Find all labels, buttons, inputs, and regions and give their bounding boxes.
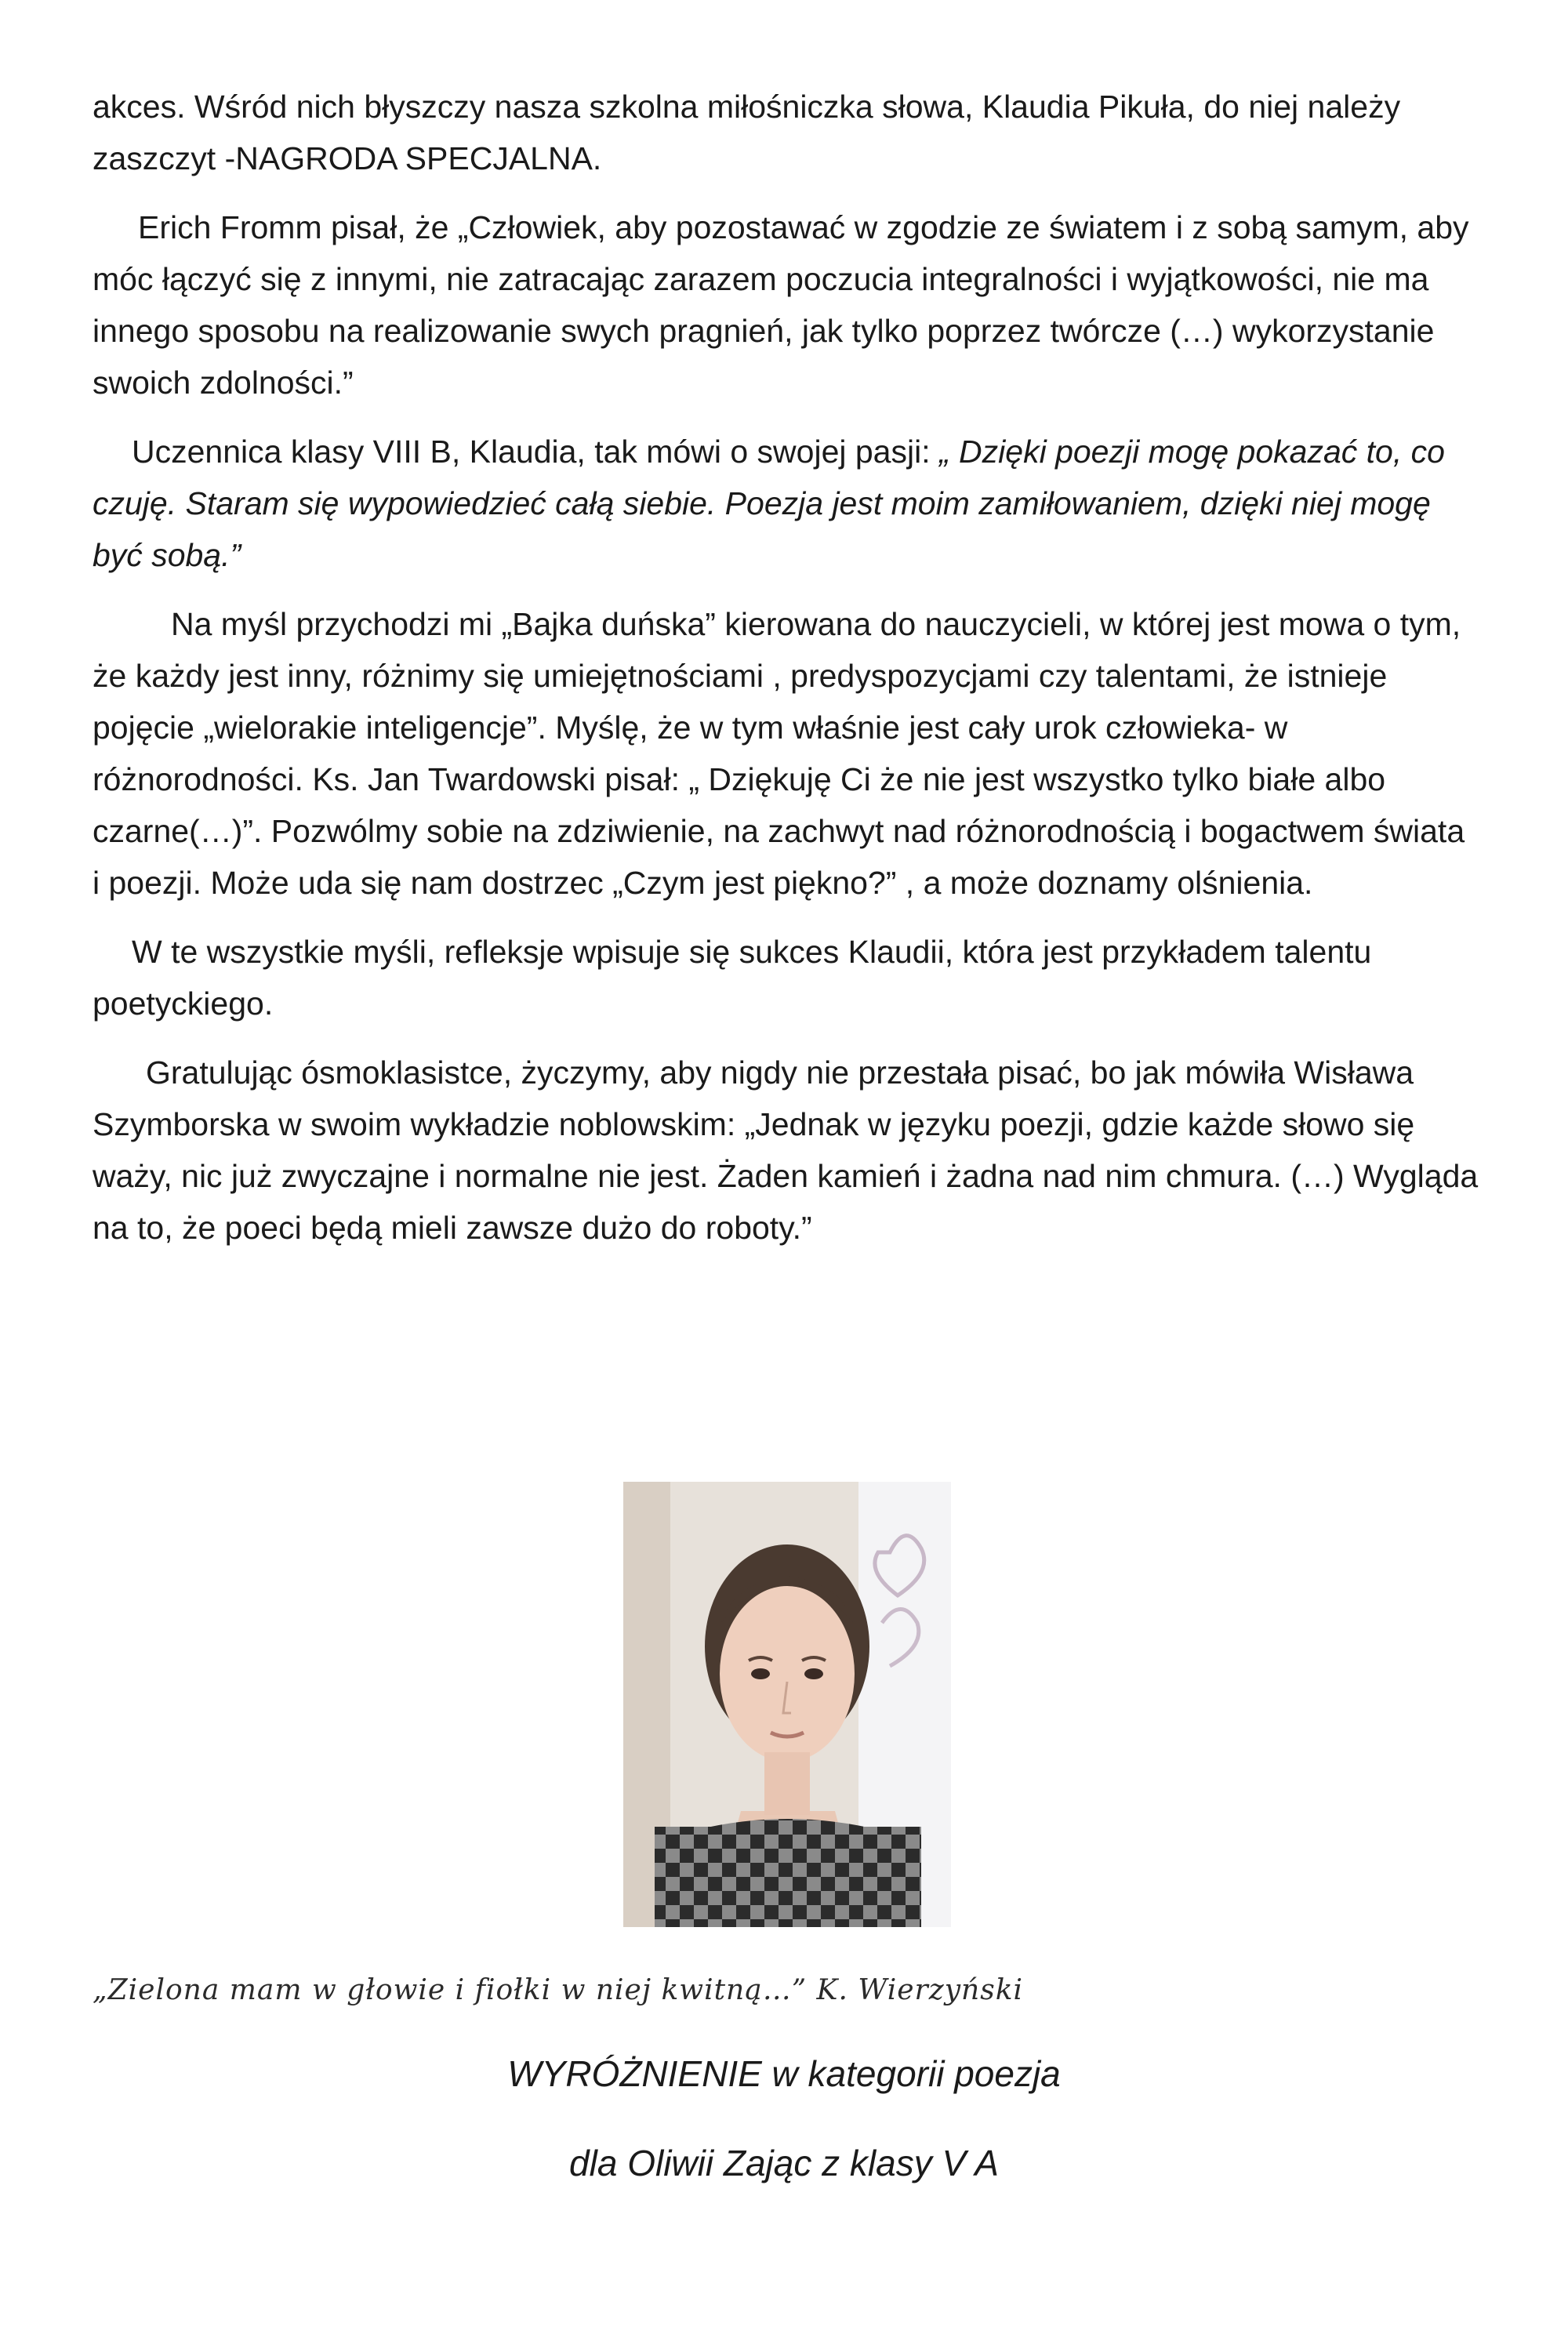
passion-quote-text: „ Dzięki poezji mogę pokazać to, co czuję. Staram się wypowiedzieć całą siebie. Poezja jest moim zamiłowaniem, dzięki niej mogę być sobą.” xyxy=(93,434,1445,573)
paragraph-congratulations: Gratulując ósmoklasistce, życzymy, aby nigdy nie przestała pisać, bo jak mówiła Wisława Szymborska w swoim wykładzie noblowskim: „Jednak w języku poezji, gdzie każde słowo się waży, nic już zwyczajne i normalne nie jest. Żaden kamień i żadna nad nim chmura. (…) Wygląda na to, że poeci będą mieli zawsze dużo do roboty.” xyxy=(93,1054,1479,1246)
student-portrait-photo xyxy=(623,1482,951,1927)
passion-intro-text: Uczennica klasy VIII B, Klaudia, tak mówi o swojej pasji: xyxy=(132,434,939,470)
award-recipient: dla Oliwii Zając z klasy V A xyxy=(569,2143,999,2183)
paragraph-klaudia-passion xyxy=(93,426,1480,581)
paragraph-success: W te wszystkie myśli, refleksje wpisuje się sukces Klaudii, która jest przykładem talentu poetyckiego. xyxy=(93,934,1372,1022)
paragraph-fromm-quote: Erich Fromm pisał, że „Człowiek, aby pozostawać w zgodzie ze światem i z sobą samym, aby móc łączyć się z innymi, nie zatracając zarazem poczucia integralności i wyjątkowości, nie ma innego sposobu na realizowanie swych pragnień, jak tylko poprzez twórcze (…) wykorzystanie swoich zdolności.” xyxy=(93,209,1469,401)
article-body xyxy=(93,81,1480,1271)
wierzynski-quote: „Zielona mam w głowie i fiołki w niej kwitną…” K. Wierzyński xyxy=(93,1974,1024,2006)
paragraph-intro: akces. Wśród nich błyszczy nasza szkolna miłośniczka słowa, Klaudia Pikuła, do niej należy zaszczyt -NAGRODA SPECJALNA. xyxy=(93,89,1401,176)
award-title: WYRÓŻNIENIE w kategorii poezja xyxy=(507,2053,1061,2094)
paragraph-danish-fable: Na myśl przychodzi mi „Bajka duńska” kierowana do nauczycieli, w której jest mowa o tym, że każdy jest inny, różnimy się umiejętnościami , predyspozycjami czy talentami, że istnieje pojęcie „wielorakie inteligencje”. Myślę, że w tym właśnie jest cały urok człowieka- w różnorodności. Ks. Jan Twardowski pisał: „ Dziękuję Ci że nie jest wszystko tylko białe albo czarne(…)”. Pozwólmy sobie na zdziwienie, na zachwyt nad różnorodnością i bogactwem świata i poezji. Może uda się nam dostrzec „Czym jest piękno?” , a może doznamy olśnienia. xyxy=(93,606,1465,901)
